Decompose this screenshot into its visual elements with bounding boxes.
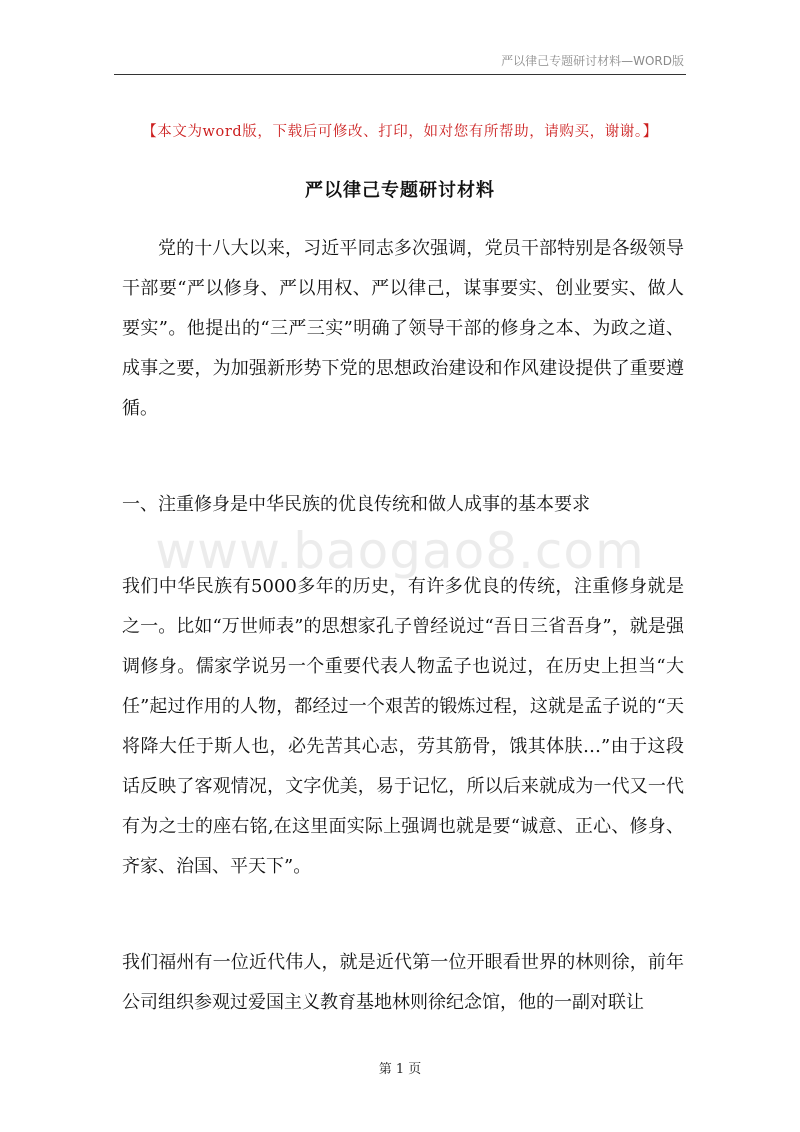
running-header: 严以律己专题研讨材料—WORD版 bbox=[501, 54, 684, 68]
body-paragraph: 我们福州有一位近代伟人，就是近代第一位开眼看世界的林则徐，前年公司组织参观过爱国主义教育基地林则徐纪念馆，他的一副对联让 bbox=[122, 952, 684, 1013]
intro-paragraph: 党的十八大以来，习近平同志多次强调，党员干部特别是各级领导干部要“严以修身、严以用权、严以律己，谋事要实、创业要实、做人要实”。他提出的“三严三实”明确了领导干部的修身之本、为政之道、成事之要，为加强新形势下党的思想政治建设和作风建设提供了重要遵循。 bbox=[122, 238, 684, 419]
document-title: 严以律己专题研讨材料 bbox=[305, 180, 495, 201]
body-paragraph: 我们中华民族有5000多年的历史，有许多优良的传统，注重修身就是之一。比如“万世师表”的思想家孔子曾经说过“吾日三省吾身”，就是强调修身。儒家学说另一个重要代表人物孟子也说过，在历史上担当“大任”起过作用的人物，都经过一个艰苦的锻炼过程，这就是孟子说的“天将降大任于斯人也，必先苦其心志，劳其筋骨，饿其体肤…”由于这段话反映了客观情况，文字优美，易于记忆，所以后来就成为一代又一代有为之士的座右铭,在这里面实际上强调也就是要“诚意、正心、修身、齐家、治国、平天下”。 bbox=[122, 576, 684, 877]
purchase-notice: 【本文为word版，下载后可修改、打印，如对您有所帮助，请购买，谢谢。】 bbox=[142, 124, 658, 140]
section-heading: 一、注重修身是中华民族的优良传统和做人成事的基本要求 bbox=[122, 494, 590, 515]
page-number: 第 1 页 bbox=[378, 1062, 422, 1077]
header-rule bbox=[114, 74, 686, 75]
watermark: www.baogao8.com bbox=[155, 522, 645, 580]
